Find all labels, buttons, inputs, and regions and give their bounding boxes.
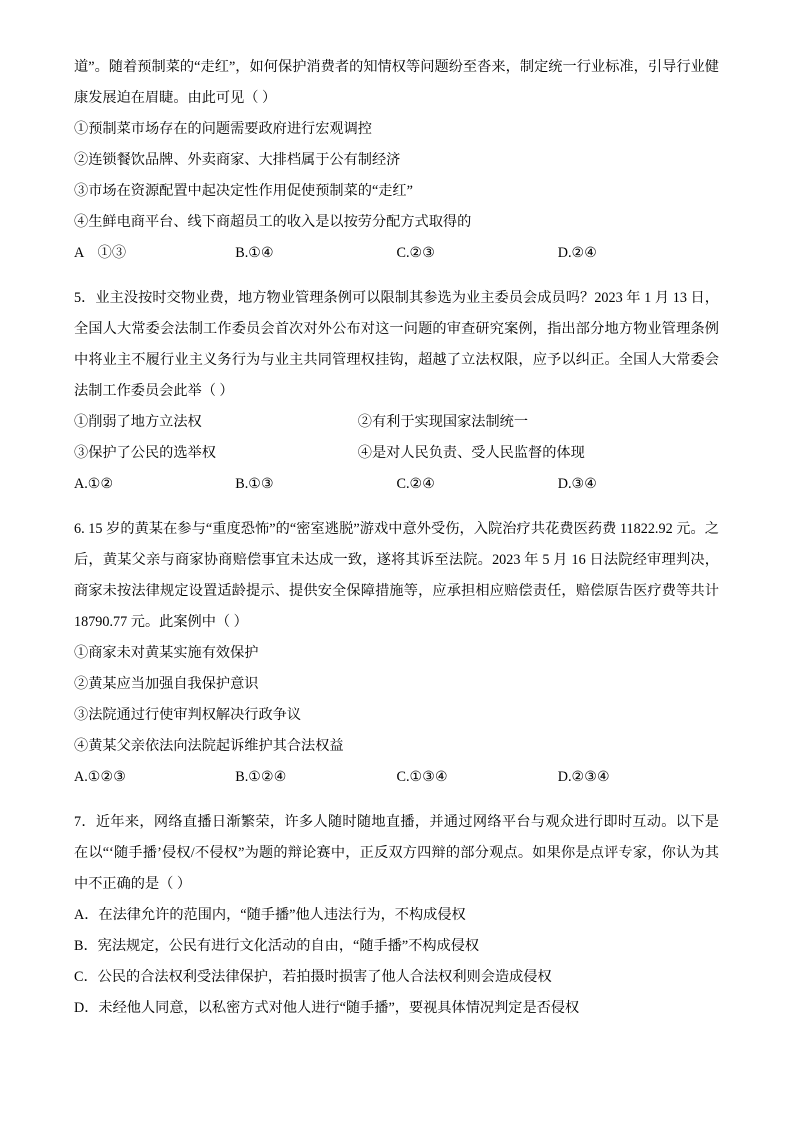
q6-choice-a[interactable]: A.①②③ (74, 769, 126, 785)
question-5-stem: 5．业主没按时交物业费，地方物业管理条例可以限制其参选为业主委员会成员吗？2023 年 1 月 13 日，全国人大常委会法制工作委员会首次对外公布对这一问题的审查研究案例，指出部分地方物业管理条例中将业主不履行业主义务行为与业主共同管理权挂钩，超越了立法权限，应予以纠正。全国人大常委会法制工作委员会此举（ ） (74, 290, 719, 399)
question-4-continuation (74, 52, 719, 269)
q5-statement-4: ④是对人民负责、受人民监督的体现 (357, 445, 585, 461)
q7-option-d[interactable]: D．未经他人同意，以私密方式对他人进行“随手播”，要视具体情况判定是否侵权 (74, 1000, 580, 1016)
q4-statement-3: ③市场在资源配置中起决定性作用促使预制菜的“走红” (74, 183, 413, 199)
q4-choice-c[interactable]: C.②③ (396, 245, 435, 261)
q4-statement-4: ④生鲜电商平台、线下商超员工的收入是以按劳分配方式取得的 (74, 214, 472, 230)
q5-choice-d[interactable]: D.③④ (557, 476, 597, 492)
q5-statement-row-1 (74, 407, 719, 438)
q6-statement-1: ①商家未对黄某实施有效保护 (74, 645, 259, 661)
q5-choices (74, 469, 719, 500)
q7-option-c[interactable]: C．公民的合法权利受法律保护，若拍摄时损害了他人合法权利则会造成侵权 (74, 969, 552, 985)
q6-choices (74, 762, 719, 793)
question-7-stem: 7．近年来，网络直播日渐繁荣，许多人随时随地直播，并通过网络平台与观众进行即时互动。以下是在以“‘随手播’侵权/不侵权”为题的辩论赛中，正反双方四辩的部分观点。如果你是点评专家，你认为其中不正确的是（ ） (74, 814, 719, 892)
question-6-stem: 6. 15 岁的黄某在参与“重度恐怖”的“密室逃脱”游戏中意外受伤，入院治疗共花费医药费 11822.92 元。之后，黄某父亲与商家协商赔偿事宜未达成一致，遂将其诉至法院。2023 年 5 月 16 日法院经审理判决，商家未按法律规定设置适龄提示、提供安全保障措施等，应承担相应赔偿责任，赔偿原告医疗费等共计 18790.77 元。此案例中（ ） (74, 521, 719, 630)
question-7 (74, 807, 719, 1024)
q5-choice-b[interactable]: B.①③ (235, 476, 274, 492)
q6-choice-c[interactable]: C.①③④ (396, 769, 448, 785)
q4-choices (74, 238, 719, 269)
q6-choice-b[interactable]: B.①②④ (235, 769, 287, 785)
q6-statement-4: ④黄某父亲依法向法院起诉维护其合法权益 (74, 738, 344, 754)
q4-choice-d[interactable]: D.②④ (557, 245, 597, 261)
q5-statement-1: ①削弱了地方立法权 (74, 414, 202, 430)
q7-option-b[interactable]: B．宪法规定，公民有进行文化活动的自由，“随手播”不构成侵权 (74, 938, 480, 954)
q4-choice-a[interactable]: A ①③ (74, 245, 127, 261)
q5-statement-3: ③保护了公民的选举权 (74, 445, 216, 461)
question-6 (74, 514, 719, 793)
q6-choice-d[interactable]: D.②③④ (557, 769, 610, 785)
q7-option-a[interactable]: A．在法律允许的范围内，“随手播”他人违法行为，不构成侵权 (74, 907, 466, 923)
q5-statement-row-2 (74, 438, 719, 469)
q5-choice-c[interactable]: C.②④ (396, 476, 435, 492)
q4-statement-2: ②连锁餐饮品牌、外卖商家、大排档属于公有制经济 (74, 152, 401, 168)
q6-statement-3: ③法院通过行使审判权解决行政争议 (74, 707, 302, 723)
q6-statement-2: ②黄某应当加强自我保护意识 (74, 676, 259, 692)
q4-statement-1: ①预制菜市场存在的问题需要政府进行宏观调控 (74, 121, 372, 137)
q5-choice-a[interactable]: A.①② (74, 476, 114, 492)
question-5 (74, 283, 719, 500)
question-4-stem-tail: 道”。随着预制菜的“走红”，如何保护消费者的知情权等问题纷至沓来，制定统一行业标准，引导行业健康发展迫在眉睫。由此可见（ ） (74, 59, 719, 106)
q5-statement-2: ②有利于实现国家法制统一 (357, 414, 529, 430)
q4-choice-b[interactable]: B.①④ (235, 245, 274, 261)
